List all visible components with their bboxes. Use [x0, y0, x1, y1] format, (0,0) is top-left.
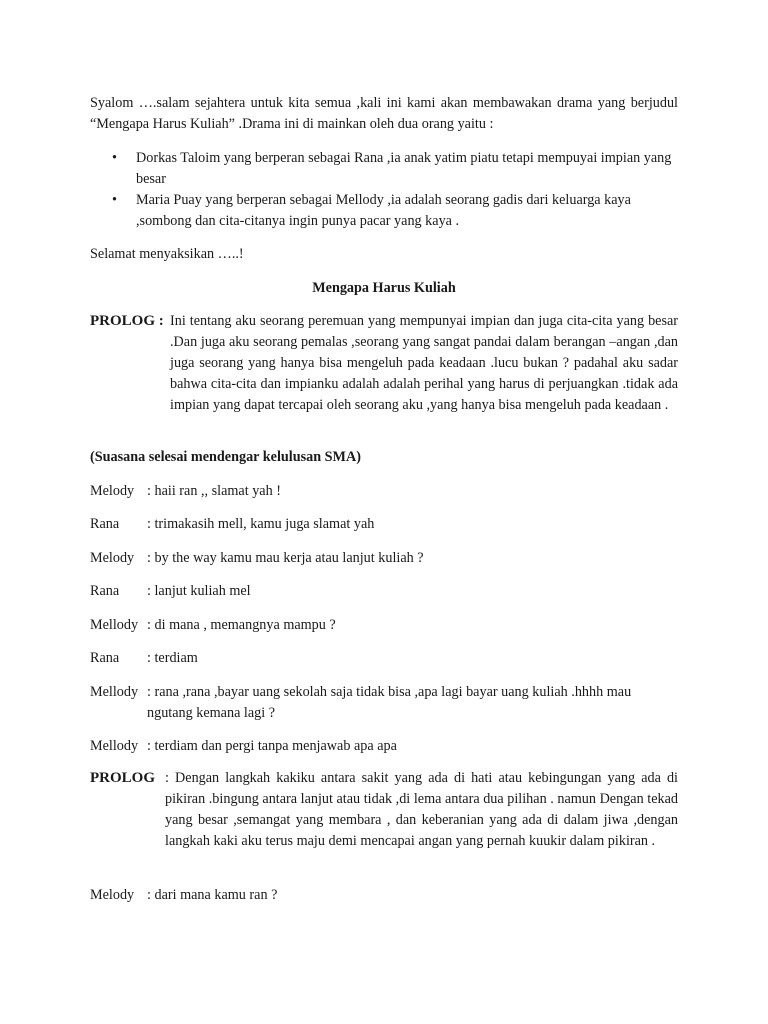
- dialogue-line: [90, 548, 678, 569]
- dialogue-text: : lanjut kuliah mel: [147, 583, 251, 599]
- prolog-2: [90, 768, 678, 852]
- speaker-name: Rana: [90, 516, 120, 532]
- dialogue-text: : terdiam: [147, 650, 198, 666]
- speaker-name: Melody: [90, 887, 135, 903]
- dialogue-line: [90, 581, 678, 602]
- dialogue-line: [90, 514, 678, 535]
- cast-item-mellody: • Maria Puay yang berperan sebagai Mellody ,ia adalah seorang gadis dari keluarga kaya ,sombong dan cita-citanya ingin punya pacar yang kaya .: [112, 192, 631, 229]
- dialogue-text: : rana ,rana ,bayar uang sekolah saja tidak bisa ,apa lagi bayar uang kuliah .hhhh mau ngutang kemana lagi ?: [147, 684, 632, 721]
- speaker-name: Mellody: [90, 617, 139, 633]
- bullet-icon: •: [112, 150, 117, 166]
- speaker-name: Rana: [90, 650, 120, 666]
- cast-item-rana: • Dorkas Taloim yang berperan sebagai Rana ,ia anak yatim piatu tetapi mempuyai impian yang besar: [112, 150, 672, 187]
- prolog-1: [90, 311, 678, 416]
- dialogue-line: [90, 648, 678, 669]
- scene-direction: (Suasana selesai mendengar kelulusan SMA): [90, 449, 361, 465]
- prolog-label: PROLOG :: [90, 313, 164, 329]
- speaker-name: Melody: [90, 550, 135, 566]
- dialogue-text: : dari mana kamu ran ?: [147, 887, 278, 903]
- bullet-icon: •: [112, 192, 117, 208]
- prolog-label: PROLOG: [90, 770, 156, 786]
- dialogue-text: : di mana , memangnya mampu ?: [147, 617, 336, 633]
- dialogue-line: [90, 736, 678, 757]
- speaker-name: Mellody: [90, 684, 139, 700]
- dialogue-text: : trimakasih mell, kamu juga slamat yah: [147, 516, 375, 532]
- dialogue-text: : haii ran ,, slamat yah !: [147, 483, 281, 499]
- dialogue-line: [90, 682, 678, 724]
- closing-greeting: Selamat menyaksikan …..!: [90, 246, 244, 262]
- prolog-text: : Dengan langkah kakiku antara sakit yang ada di hati atau kebingungan yang ada di pikiran .bingung antara lanjut atau tidak ,di lema antara dua pilihan . namun Dengan tekad yang besar ,semangat yang membara , dan keberanian yang ada di dalam jiwa ,dengan langkah kaki aku terus maju demi mencapai angan yang pernah kuukir dalam pikiran .: [165, 770, 678, 849]
- speaker-name: Melody: [90, 483, 135, 499]
- prolog-text: Ini tentang aku seorang peremuan yang mempunyai impian dan juga cita-cita yang besar .Dan juga aku seorang pemalas ,seorang yang sangat pandai dalam berangan –angan ,dan juga seorang yang hanya bisa mengeluh pada keadaan .lucu bukan ? padahal aku sadar bahwa cita-cita dan impianku adalah adalah perihal yang harus di perjuangkan .tidak ada impian yang dapat tercapai oleh seorang aku ,yang hanya bisa mengeluh pada keadaan .: [170, 313, 678, 413]
- intro-paragraph: Syalom ….salam sejahtera untuk kita semua ,kali ini kami akan membawakan drama yang berjudul “Mengapa Harus Kuliah” .Drama ini di mainkan oleh dua orang yaitu :: [90, 95, 678, 132]
- dialogue-text: : terdiam dan pergi tanpa menjawab apa apa: [147, 738, 397, 754]
- dialogue-text: : by the way kamu mau kerja atau lanjut kuliah ?: [147, 550, 424, 566]
- drama-title: Mengapa Harus Kuliah: [312, 280, 456, 296]
- speaker-name: Rana: [90, 583, 120, 599]
- speaker-name: Mellody: [90, 738, 139, 754]
- dialogue-line: [90, 481, 678, 502]
- dialogue-line: [90, 885, 678, 906]
- cast-list: [90, 148, 678, 232]
- dialogue-line: [90, 615, 678, 636]
